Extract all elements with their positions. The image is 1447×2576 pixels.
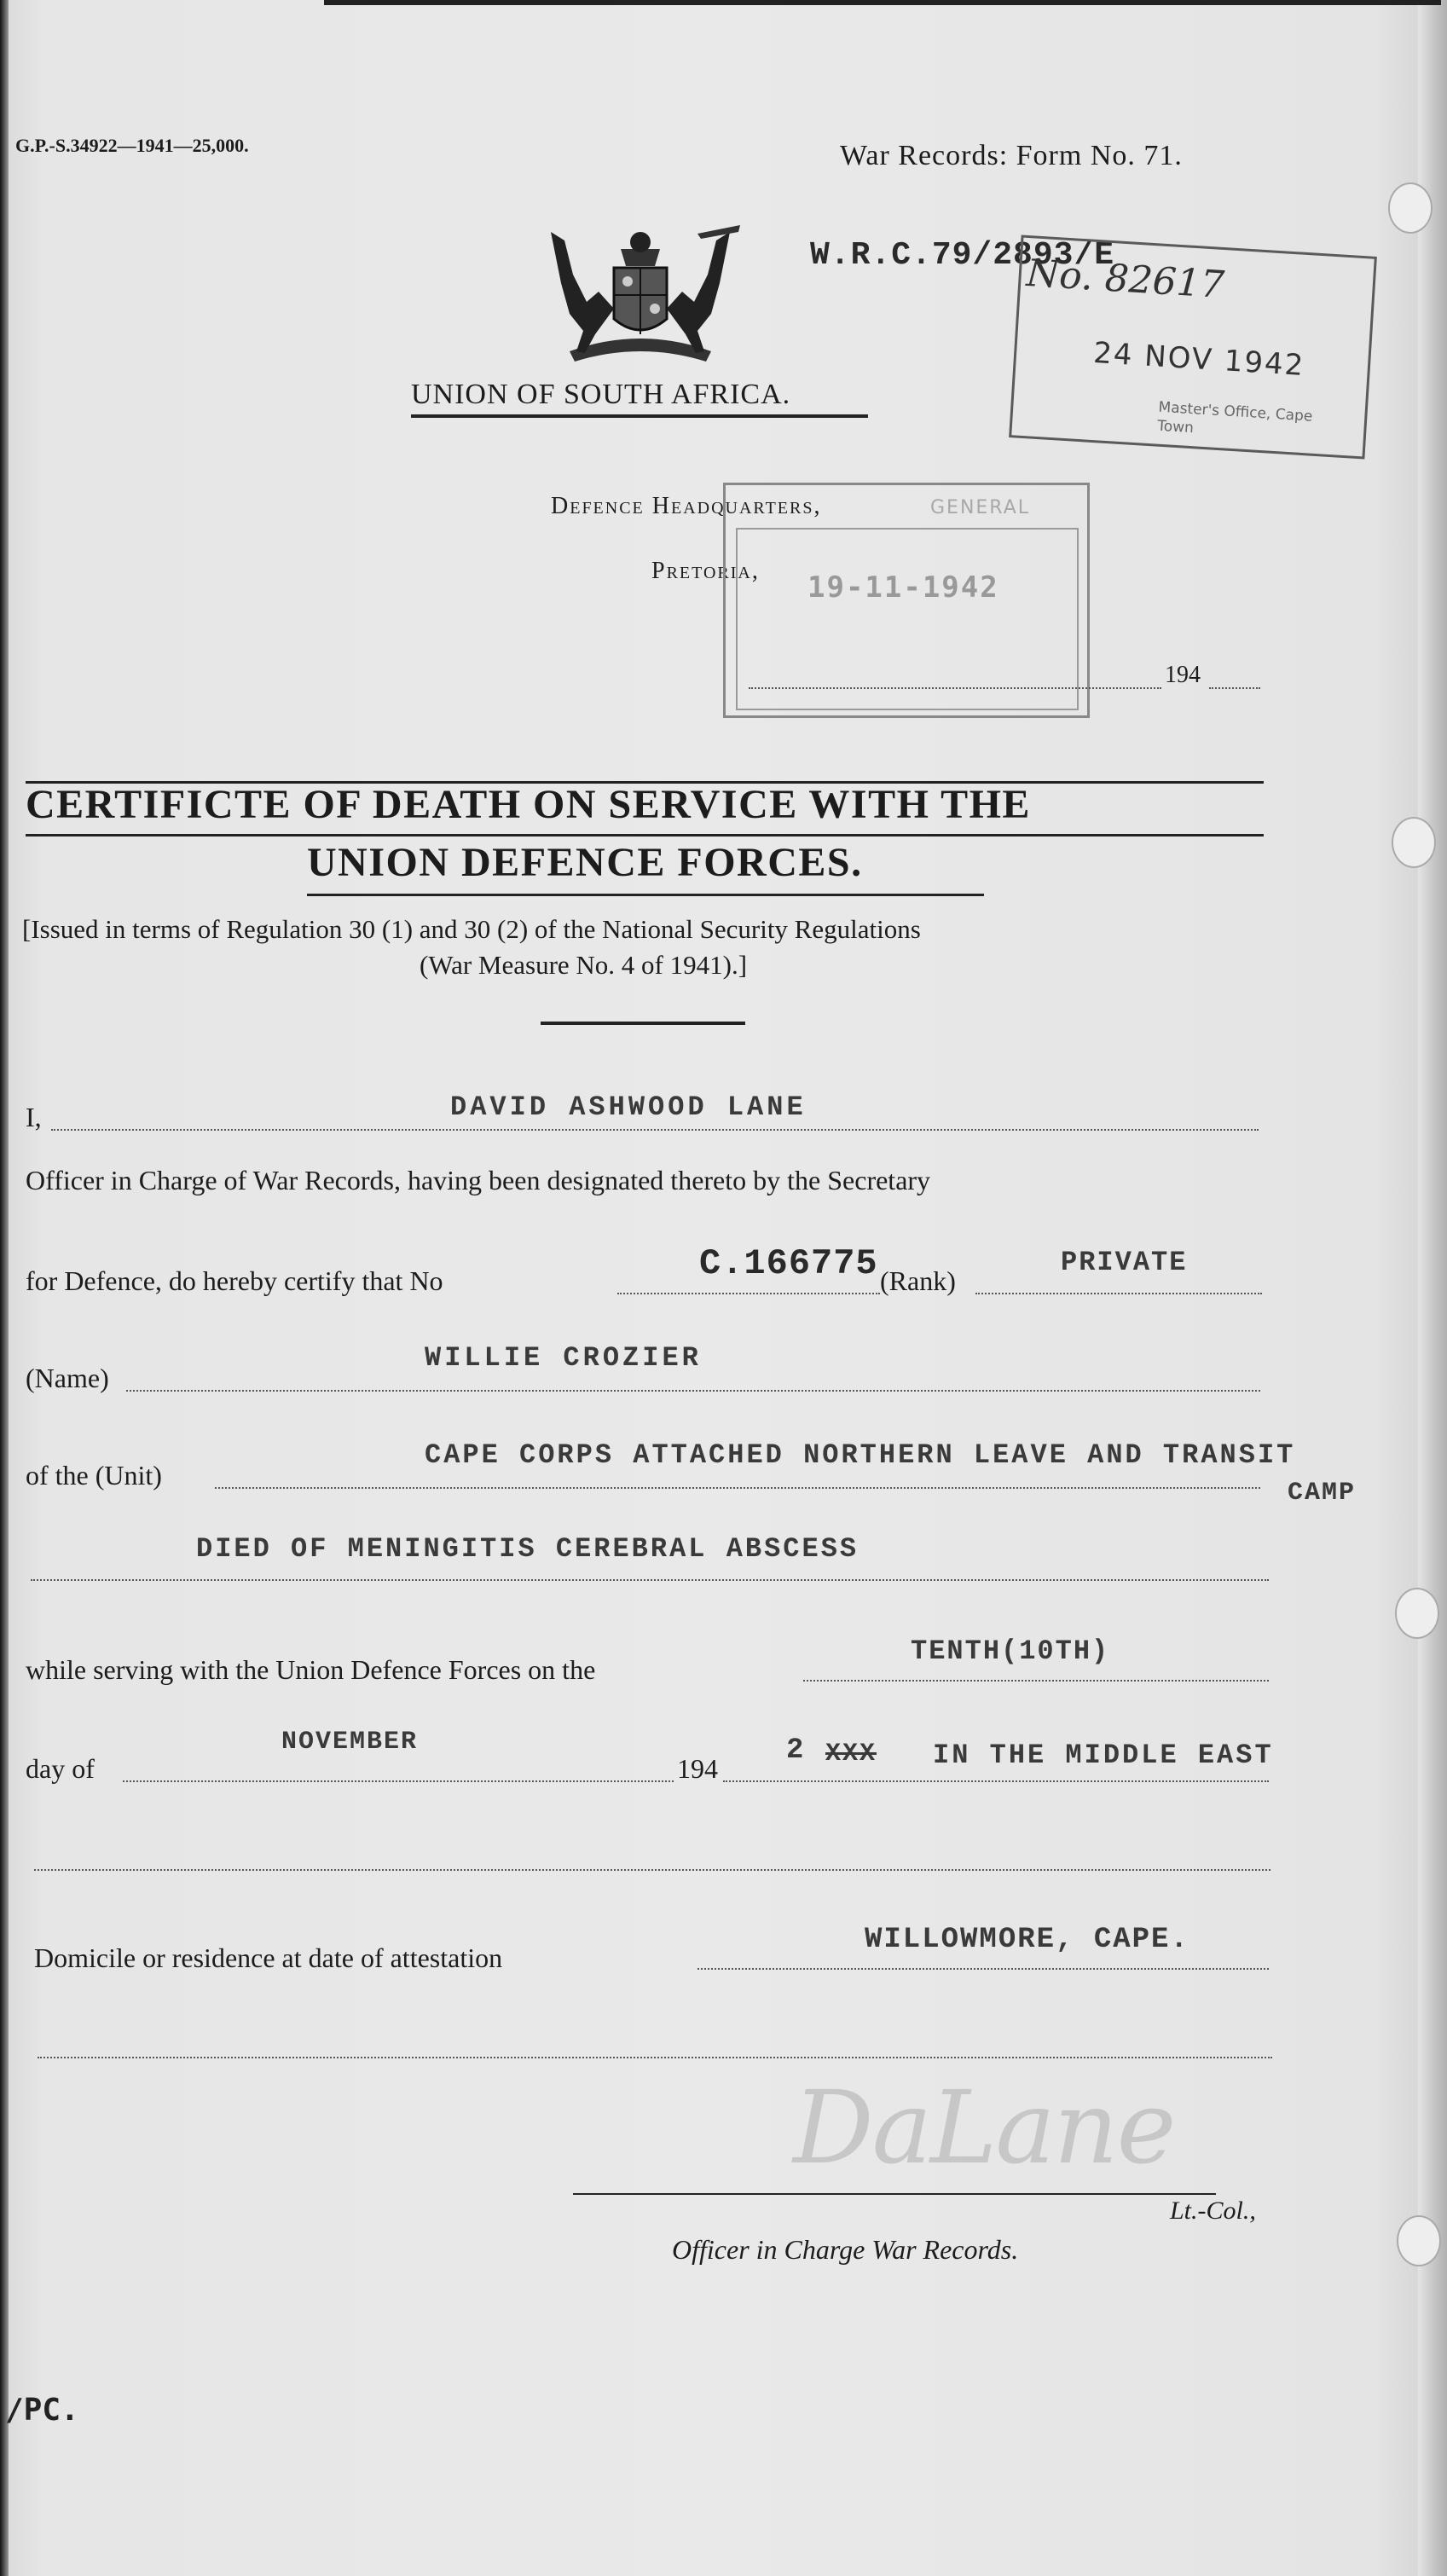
received-stamp	[1009, 234, 1377, 459]
body-line3: for Defence, do hereby certify that No	[26, 1265, 443, 1296]
print-code: G.P.-S.34922—1941—25,000.	[15, 135, 249, 156]
hq-stamp-inner	[736, 528, 1079, 710]
service-number: C.166775	[699, 1243, 878, 1284]
hq-city: Pretoria,	[651, 558, 760, 584]
issued-line2: (War Measure No. 4 of 1941).]	[420, 950, 748, 980]
certificate-title: CERTIFICTE OF DEATH ON SERVICE WITH THE	[26, 782, 1031, 827]
hq-line: Defence Headquarters,	[551, 493, 822, 519]
signatory-rank: Lt.-Col.,	[1170, 2197, 1256, 2225]
scan-top-edge	[324, 0, 1441, 5]
country-underline	[411, 414, 868, 418]
hq-date-stamp	[723, 483, 1090, 718]
serving-label: while serving with the Union Defence Forces on the	[26, 1654, 596, 1685]
rank-value: PRIVATE	[1061, 1247, 1188, 1278]
unit-line	[215, 1487, 1260, 1489]
death-month: NOVEMBER	[281, 1728, 419, 1757]
punch-hole	[1395, 1588, 1439, 1639]
domicile-label: Domicile or residence at date of attestation	[34, 1942, 503, 1973]
body-line2: Officer in Charge of War Records, having been designated thereto by the Secretary	[26, 1165, 931, 1195]
month-line	[123, 1780, 674, 1782]
certificate-subtitle: UNION DEFENCE FORCES.	[307, 840, 863, 885]
punch-hole	[1397, 2215, 1441, 2266]
domicile-line	[697, 1968, 1269, 1970]
form-number: War Records: Form No. 71.	[840, 140, 1183, 171]
death-place: IN THE MIDDLE EAST	[933, 1740, 1274, 1771]
stamp-office: Master's Office, Cape Town	[1156, 398, 1313, 437]
country-heading: UNION OF SOUTH AFRICA.	[411, 379, 791, 410]
place-line	[723, 1780, 1269, 1782]
year-prefix: 194	[677, 1753, 718, 1784]
rank-label: (Rank)	[880, 1265, 956, 1296]
separator-rule	[541, 1022, 745, 1025]
year-digit: 2	[786, 1734, 806, 1767]
unit-continuation: CAMP	[1288, 1479, 1357, 1508]
officer-name-line	[51, 1129, 1259, 1131]
coat-of-arms-emblem	[535, 223, 745, 363]
year-line	[1209, 687, 1260, 689]
hq-stamp-date: 19-11-1942	[807, 570, 999, 605]
file-reference: W.R.C.79/2893/E	[810, 237, 1115, 274]
date-line	[749, 687, 1161, 689]
title-mid-rule	[26, 834, 1264, 836]
domicile-value: WILLOWMORE, CAPE.	[865, 1924, 1189, 1956]
i-label: I,	[26, 1102, 42, 1132]
name-label: (Name)	[26, 1363, 109, 1393]
service-number-line	[617, 1293, 880, 1294]
subtitle-rule	[307, 894, 984, 896]
unit-value: CAPE CORPS ATTACHED NORTHERN LEAVE AND TRANSIT	[425, 1439, 1296, 1471]
signature: DaLane	[793, 2069, 1175, 2186]
stamp-date: 24 NOV 1942	[1092, 335, 1306, 384]
page-right-shade	[1418, 0, 1447, 2576]
day-of-label: day of	[26, 1753, 95, 1784]
cause-line	[31, 1579, 1269, 1581]
punch-hole	[1388, 182, 1433, 234]
unit-label: of the (Unit)	[26, 1460, 162, 1491]
issued-line1: [Issued in terms of Regulation 30 (1) and 30 (2) of the National Security Regulations	[22, 914, 921, 944]
hq-year-prefix: 194	[1165, 662, 1201, 688]
page-left-edge	[0, 0, 9, 2576]
rank-line	[975, 1293, 1262, 1294]
death-day: TENTH(10TH)	[911, 1635, 1110, 1667]
signatory-title: Officer in Charge War Records.	[672, 2234, 1019, 2265]
deceased-name: WILLIE CROZIER	[425, 1342, 702, 1374]
blank-line-2	[38, 2057, 1272, 2058]
footer-reference: /PC.	[5, 2393, 79, 2428]
day-line	[803, 1680, 1269, 1682]
punch-hole	[1392, 817, 1436, 868]
hq-stamp-header: GENERAL	[930, 497, 1031, 518]
blank-line	[34, 1869, 1270, 1871]
name-line	[126, 1390, 1260, 1392]
struck-text: XXX	[825, 1740, 877, 1768]
cause-of-death: DIED OF MENINGITIS CEREBRAL ABSCESS	[196, 1533, 860, 1565]
signature-line	[573, 2193, 1216, 2195]
officer-name: DAVID ASHWOOD LANE	[450, 1091, 807, 1123]
stamp-number: No. 82617	[1025, 251, 1226, 308]
